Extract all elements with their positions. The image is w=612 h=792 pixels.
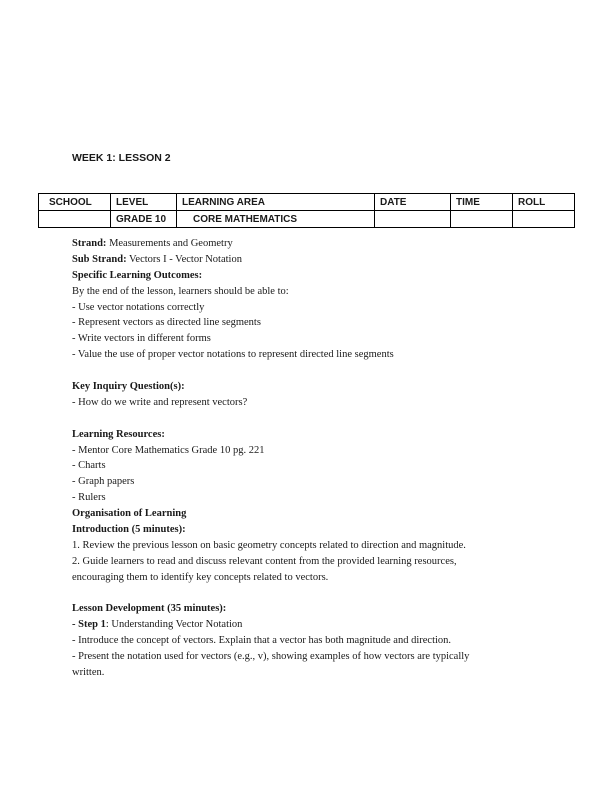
list-item: - Write vectors in different forms bbox=[72, 333, 211, 345]
table-header-row bbox=[39, 194, 575, 211]
strand-label: Strand: bbox=[72, 238, 107, 249]
lesson-info-table bbox=[38, 193, 575, 228]
list-item: - Charts bbox=[72, 460, 106, 472]
cell-learning-area: CORE MATHEMATICS bbox=[177, 211, 375, 228]
list-item: - Value the use of proper vector notations to represent directed line segments bbox=[72, 349, 394, 361]
introduction-heading: Introduction (5 minutes): bbox=[72, 524, 186, 536]
table-row bbox=[39, 211, 575, 228]
outcomes-intro: By the end of the lesson, learners should be able to: bbox=[72, 285, 289, 297]
header-time: TIME bbox=[451, 194, 513, 211]
step-title: : Understanding Vector Notation bbox=[105, 619, 243, 631]
header-level: LEVEL bbox=[111, 194, 177, 211]
spacer bbox=[72, 363, 542, 379]
cell-roll bbox=[513, 211, 575, 228]
paragraph-line: written. bbox=[72, 667, 105, 679]
spacer bbox=[72, 586, 542, 602]
list-item: - Represent vectors as directed line segments bbox=[72, 317, 261, 329]
list-item: - Use vector notations correctly bbox=[72, 301, 205, 313]
resources-heading: Learning Resources: bbox=[72, 428, 165, 440]
cell-school bbox=[39, 211, 111, 228]
list-item: - How do we write and represent vectors? bbox=[72, 396, 248, 408]
strand-line bbox=[72, 236, 542, 252]
inquiry-heading: Key Inquiry Question(s): bbox=[72, 381, 185, 393]
header-roll: ROLL bbox=[513, 194, 575, 211]
list-item: - Mentor Core Mathematics Grade 10 pg. 221 bbox=[72, 444, 265, 456]
lesson-content bbox=[72, 236, 542, 681]
list-item: - Graph papers bbox=[72, 476, 135, 488]
step-line bbox=[72, 617, 542, 633]
paragraph-line: 2. Guide learners to read and discuss relevant content from the provided learning resources, bbox=[72, 555, 457, 567]
list-item: - Rulers bbox=[72, 492, 106, 504]
sub-strand-label: Sub Strand: bbox=[72, 253, 127, 265]
step-label: - Step 1 bbox=[72, 619, 106, 631]
paragraph-line: - Introduce the concept of vectors. Explain that a vector has both magnitude and direction. bbox=[72, 635, 452, 647]
cell-date bbox=[375, 211, 451, 228]
organisation-heading: Organisation of Learning bbox=[72, 508, 187, 520]
paragraph-line: - Present the notation used for vectors (e.g., v), showing examples of how vectors are typically bbox=[72, 651, 470, 663]
paragraph-line: 1. Review the previous lesson on basic geometry concepts related to direction and magnitude. bbox=[72, 539, 466, 551]
cell-time bbox=[451, 211, 513, 228]
week-lesson-title: WEEK 1: LESSON 2 bbox=[72, 152, 171, 164]
outcomes-heading: Specific Learning Outcomes: bbox=[72, 269, 203, 281]
sub-strand-value: Vectors I - Vector Notation bbox=[126, 253, 242, 265]
sub-strand-line bbox=[72, 252, 542, 268]
header-school: SCHOOL bbox=[39, 194, 111, 211]
cell-level: GRADE 10 bbox=[111, 211, 177, 228]
strand-value: Measurements and Geometry bbox=[106, 238, 233, 249]
paragraph-line: encouraging them to identify key concepts related to vectors. bbox=[72, 571, 329, 583]
spacer bbox=[72, 411, 542, 427]
development-heading: Lesson Development (35 minutes): bbox=[72, 603, 227, 615]
header-learning-area: LEARNING AREA bbox=[177, 194, 375, 211]
header-date: DATE bbox=[375, 194, 451, 211]
